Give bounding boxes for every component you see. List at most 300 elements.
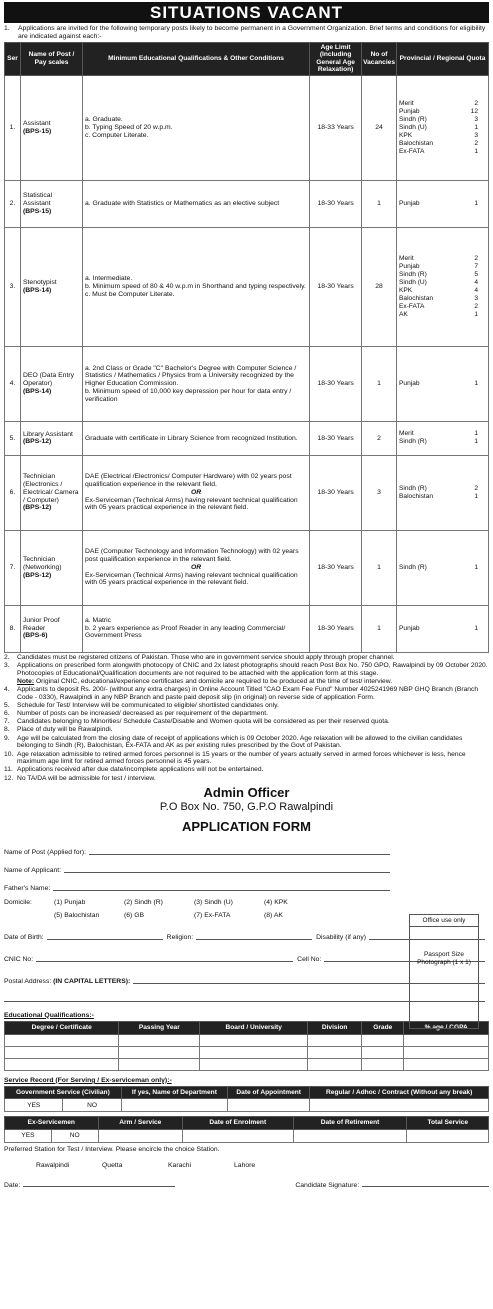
column-header: Date of Appointment <box>228 1086 310 1099</box>
quota-region: Sindh (R) <box>399 563 427 571</box>
quota-row <box>399 564 486 572</box>
quals-cell <box>83 530 310 605</box>
post-name: Junior Proof Reader <box>23 616 60 632</box>
note-body: Original CNIC, educational/experience certificates and domicile are required to be produced at the time of test/ interview. <box>34 677 393 685</box>
column-header: Provincial / Regional Quota <box>397 42 489 75</box>
note-number: 4. <box>4 685 10 693</box>
ser-cell: 8. <box>5 605 21 652</box>
note-text <box>17 654 395 662</box>
dob-line[interactable] <box>47 932 163 940</box>
age-cell: 18-30 Years <box>310 180 362 227</box>
quota-row <box>399 140 486 148</box>
quals-cell <box>83 422 310 456</box>
quota-row <box>399 279 486 287</box>
quota-count: 2 <box>474 303 478 311</box>
postal-caps-label: (IN CAPITAL LETTERS): <box>53 977 131 985</box>
quota-region: Balochistan <box>399 492 434 500</box>
post-name: Technician (Networking) <box>23 555 62 571</box>
vacancy-row <box>5 180 489 227</box>
edu-row[interactable] <box>5 1034 489 1046</box>
note-item <box>4 702 489 710</box>
vacancies-cell: 3 <box>362 455 397 530</box>
note-body: Age will be calculated from the closing date of receipt of applications which is 09 October 2020. Age relaxation will be allowed to the civilian candidates belonging to Sindh (R), Balochistan, Ex-FATA and AK as per existing rules prescribed by the Govt of Pakistan. <box>17 734 463 750</box>
quals-cell <box>83 347 310 422</box>
post-name: DEO (Data Entry Operator) <box>23 372 74 388</box>
column-header: Date of Retirement <box>293 1117 407 1130</box>
post-cell <box>21 455 83 530</box>
father-field[interactable] <box>4 875 394 893</box>
post-cell <box>21 422 83 456</box>
note-text <box>17 726 113 734</box>
post-name: Assistant <box>23 120 51 128</box>
note-text <box>17 702 279 710</box>
quota-region: AK <box>399 311 408 319</box>
quota-cell <box>397 75 489 180</box>
quota-count: 2 <box>474 255 478 263</box>
quota-row <box>399 295 486 303</box>
note-body: Applications on prescribed form alongwith photocopy of CNIC and 2x latest photographs should reach Post Box No. 750 GPO, Rawalpindi by 09 October 2020. Photocopies of Educational/Qualification documents are not required to be attached with the application form at this stage. <box>17 661 488 677</box>
or-label: OR <box>190 563 202 571</box>
ex-service-row[interactable] <box>5 1129 489 1142</box>
column-header: Ex-Servicemen <box>5 1117 99 1130</box>
quota-cell <box>397 422 489 456</box>
note-body: Applications received after due date/incomplete applications will not be entertained. <box>17 766 264 774</box>
post-cell <box>21 180 83 227</box>
vacancies-cell: 1 <box>362 180 397 227</box>
column-header: If yes, Name of Department <box>121 1086 227 1099</box>
qual-line: b. Minimum speed of 80 & 40 w.p.m in Shorthand and typing respectively. <box>85 283 306 291</box>
qual-line: Ex-Serviceman (Technical Arms) having relevant technical qualification with 05 years practical experience in the relevant field. <box>85 496 298 512</box>
station-options <box>4 1162 489 1170</box>
quota-region: Punjab <box>399 263 420 271</box>
quota-row <box>399 625 486 633</box>
quota-table <box>399 485 486 501</box>
ser-cell: 7. <box>5 530 21 605</box>
applicant-field[interactable] <box>4 857 394 875</box>
cnic-line[interactable] <box>36 954 293 962</box>
domicile-label: Domicile: <box>4 898 32 906</box>
quota-row <box>399 430 486 438</box>
edu-row[interactable] <box>5 1046 489 1058</box>
preferred-text: Preferred Station for Test / Interview. Please encircle the choice Station. <box>4 1145 220 1153</box>
note-body: Schedule for Test/ Interview will be communicated to eligible/ shortlisted candidates only. <box>17 701 279 709</box>
vacancies-cell: 1 <box>362 347 397 422</box>
qual-line: c. Computer Literate. <box>85 131 149 139</box>
service-table-header <box>5 1086 489 1099</box>
notes-list <box>4 654 489 783</box>
qual-line: a. Graduate with Statistics or Mathematics as an elective subject <box>85 200 280 208</box>
age-cell: 18-30 Years <box>310 227 362 346</box>
vacancies-cell: 1 <box>362 605 397 652</box>
quals-cell <box>83 455 310 530</box>
note-text <box>17 678 392 686</box>
note-item <box>4 654 489 662</box>
post-scale: (BPS-14) <box>23 388 52 396</box>
qual-line: Ex-Serviceman (Technical Arms) having relevant technical qualification with 05 years practical experience in the relevant field. <box>85 571 298 587</box>
quota-row <box>399 485 486 493</box>
post-field[interactable] <box>4 839 394 857</box>
note-item <box>4 686 489 701</box>
note-text <box>17 766 263 774</box>
office-use-box <box>409 914 479 1029</box>
quota-row <box>399 287 486 295</box>
qual-line: b. Typing Speed of 20 w.p.m. <box>85 124 173 132</box>
quota-cell <box>397 180 489 227</box>
column-header: Date of Enrolment <box>182 1117 293 1130</box>
quota-count: 2 <box>474 484 478 492</box>
vacancy-row <box>5 227 489 346</box>
note-number <box>4 678 17 686</box>
post-line[interactable] <box>89 847 390 855</box>
intro-number: 1. <box>4 25 10 32</box>
quota-row <box>399 148 486 156</box>
post-scale: (BPS-6) <box>23 632 48 640</box>
station-karachi[interactable]: Karachi <box>168 1161 192 1169</box>
column-header: Name of Post / Pay scales <box>21 42 83 75</box>
post-scale: (BPS-15) <box>23 127 52 135</box>
column-header: Passing Year <box>119 1022 200 1035</box>
quota-cell <box>397 530 489 605</box>
vacancy-table-header <box>5 42 489 75</box>
domicile-row1 <box>4 899 394 907</box>
photo-label: Passport Size Photograph (1 x 1) <box>417 951 471 966</box>
quota-row <box>399 380 486 388</box>
ser-cell: 3. <box>5 227 21 346</box>
quota-table <box>399 564 486 572</box>
domicile-option[interactable]: (6) GB <box>124 911 145 919</box>
column-header: Age Limit (Including General Age Relaxation) <box>310 42 362 75</box>
quota-count: 1 <box>474 438 478 446</box>
note-number: 11. <box>4 766 13 774</box>
admin-address: P.O Box No. 750, G.P.O Rawalpindi <box>159 801 334 814</box>
quota-count: 1 <box>474 199 478 207</box>
intro-text: Applications are invited for the following temporary posts likely to become permanent in a Government Organization. Brief terms and conditions for eligibility are indicated against each:- <box>18 25 486 40</box>
note-item <box>4 678 489 686</box>
note-item <box>4 751 489 766</box>
admin-title: Admin Officer <box>203 785 290 801</box>
note-number: 7. <box>4 718 10 726</box>
post-scale: (BPS-12) <box>23 571 52 579</box>
cell-label: Cell No: <box>297 955 322 963</box>
quota-table <box>399 100 486 156</box>
intro <box>4 25 489 41</box>
note-item <box>4 710 489 718</box>
date-label: Date: <box>4 1181 21 1189</box>
note-number: 3. <box>4 661 10 669</box>
date-line[interactable] <box>23 1182 175 1188</box>
note-number: 10. <box>4 750 14 758</box>
domicile-option[interactable]: (8) AK <box>264 911 283 919</box>
service-heading: Service Record (For Serving / Ex-serviceman only):- <box>4 1076 172 1084</box>
qual-line: c. Must be Computer Literate. <box>85 290 175 298</box>
quota-row <box>399 116 486 124</box>
station-quetta[interactable]: Quetta <box>102 1161 123 1169</box>
age-cell: 18-30 Years <box>310 605 362 652</box>
post-cell <box>21 347 83 422</box>
post-scale: (BPS-15) <box>23 207 52 215</box>
religion-label: Religion: <box>166 933 194 941</box>
banner-title: SITUATIONS VACANT <box>4 2 489 23</box>
disability-label: Disability (if any) <box>316 933 366 941</box>
ser-cell: 6. <box>5 455 21 530</box>
vacancy-row <box>5 605 489 652</box>
post-cell <box>21 605 83 652</box>
form-title: APPLICATION FORM <box>181 818 312 834</box>
vacancy-row <box>5 455 489 530</box>
personal-fields <box>4 839 394 920</box>
quota-count: 12 <box>470 107 478 115</box>
quota-count: 2 <box>474 139 478 147</box>
yes-cell[interactable]: YES <box>5 1130 51 1142</box>
quota-region: Balochistan <box>399 295 434 303</box>
column-header: Regular / Adhoc / Contract (Without any break) <box>310 1086 489 1099</box>
age-cell: 18-30 Years <box>310 347 362 422</box>
quota-count: 7 <box>474 263 478 271</box>
column-header: % age / CGPA <box>404 1022 489 1035</box>
column-header: Minimum Educational Qualifications & Other Conditions <box>83 42 310 75</box>
qual-line: Graduate with certificate in Library Science from recognized Institution. <box>85 434 298 442</box>
quota-count: 1 <box>474 430 478 438</box>
quals-cell <box>83 605 310 652</box>
or-label: OR <box>190 488 202 496</box>
applicant-label: Name of Applicant: <box>4 867 62 875</box>
age-cell: 18-30 Years <box>310 455 362 530</box>
sign-row <box>4 1182 489 1190</box>
quota-region: Sindh (R) <box>399 271 427 279</box>
vacancy-row <box>5 530 489 605</box>
ser-cell: 2. <box>5 180 21 227</box>
quota-region: Punjab <box>399 199 420 207</box>
quota-region: Punjab <box>399 107 420 115</box>
edu-heading: Educational Qualifications:- <box>4 1011 94 1019</box>
quota-count: 3 <box>474 131 478 139</box>
post-label: Name of Post (Applied for): <box>4 849 86 857</box>
domicile-option[interactable]: (1) Punjab <box>54 898 86 906</box>
note-number: 2. <box>4 653 10 661</box>
age-cell: 18-30 Years <box>310 422 362 456</box>
vacancies-cell: 24 <box>362 75 397 180</box>
note-number: 12. <box>4 774 14 782</box>
quota-region: Sindh (R) <box>399 438 427 446</box>
column-header: Board / University <box>200 1022 308 1035</box>
office-use-label: Office use only <box>410 915 478 927</box>
quota-row <box>399 303 486 311</box>
quota-count: 1 <box>474 123 478 131</box>
domicile-option[interactable]: (2) Sindh (R) <box>124 898 163 906</box>
ex-service-table-header <box>5 1117 489 1130</box>
quota-row <box>399 438 486 446</box>
column-header: Grade <box>362 1022 404 1035</box>
vacancies-cell: 2 <box>362 422 397 456</box>
note-body: Place of duty will be Rawalpindi. <box>17 726 113 734</box>
quals-cell <box>83 227 310 346</box>
post-cell <box>21 530 83 605</box>
quota-cell <box>397 605 489 652</box>
note-body: Candidates must be registered citizens of Pakistan. Those who are in government service should apply through proper channel. <box>17 653 395 661</box>
note-item <box>4 775 489 783</box>
admin-block <box>4 786 489 814</box>
quota-row <box>399 108 486 116</box>
qual-line: DAE (Computer Technology and Information Technology) with 02 years post qualification experience in the relevant field. <box>85 548 299 563</box>
quota-row <box>399 200 486 208</box>
age-cell: 18-30 Years <box>310 530 362 605</box>
post-name: Library Assistant <box>23 430 73 438</box>
note-text <box>17 686 489 701</box>
quals-cell <box>83 180 310 227</box>
column-header: Government Service (Civilian) <box>5 1086 122 1099</box>
quota-count: 1 <box>474 563 478 571</box>
note-item <box>4 718 489 726</box>
quota-region: Balochistan <box>399 139 434 147</box>
quota-table <box>399 625 486 633</box>
qual-line: a. Matric <box>85 616 112 624</box>
note-text <box>17 710 268 718</box>
qual-line: DAE (Electrical /Electronics/ Computer Hardware) with 02 years post qualification experience in the relevant field. <box>85 473 292 489</box>
quota-row <box>399 271 486 279</box>
quota-row <box>399 493 486 501</box>
quota-region: Merit <box>399 99 414 107</box>
quota-table <box>399 430 486 446</box>
signature-label: Candidate Signature: <box>295 1181 360 1189</box>
station-lahore[interactable]: Lahore <box>234 1161 256 1169</box>
domicile-option[interactable]: (3) Sindh (U) <box>194 898 233 906</box>
vacancy-row <box>5 75 489 180</box>
note-number: 5. <box>4 701 10 709</box>
post-cell <box>21 75 83 180</box>
quota-count: 1 <box>474 624 478 632</box>
quota-region: Sindh (U) <box>399 279 427 287</box>
quota-cell <box>397 455 489 530</box>
domicile-option[interactable]: (5) Balochistan <box>54 911 100 919</box>
vacancies-cell: 1 <box>362 530 397 605</box>
note-number: 6. <box>4 710 10 718</box>
yes-cell[interactable]: YES <box>5 1099 63 1111</box>
quota-region: Sindh (U) <box>399 123 427 131</box>
vacancy-table <box>4 42 489 653</box>
ex-service-table <box>4 1116 489 1143</box>
qual-line: a. Graduate. <box>85 116 123 124</box>
qual-line: b. 2 years experience as Proof Reader in any leading Commercial/ Government Press <box>85 624 286 640</box>
ser-cell: 1. <box>5 75 21 180</box>
cnic-label: CNIC No: <box>4 955 34 963</box>
quota-count: 3 <box>474 295 478 303</box>
quota-region: Punjab <box>399 624 420 632</box>
quota-cell <box>397 227 489 346</box>
vacancy-row <box>5 422 489 456</box>
quota-region: KPK <box>399 131 413 139</box>
note-item <box>4 726 489 734</box>
quota-row <box>399 311 486 319</box>
quota-region: Merit <box>399 255 414 263</box>
post-name: Technician (Electronics / Electrical/ Camera / Computer) <box>23 473 79 504</box>
quota-count: 1 <box>474 492 478 500</box>
note-body: Applicants to deposit Rs. 200/- (without any extra charges) in Online Account Titled "CAO Exam Fee Fund" Number 4025241969 NBP GHQ Branch (Branch Code - 0330), Rawalpindi in any NBP Branch and paste paid deposit slip (in original) on reverse side of application Form. <box>17 685 479 701</box>
no-cell[interactable]: NO <box>69 1132 80 1140</box>
quota-count: 4 <box>474 279 478 287</box>
quota-count: 1 <box>474 311 478 319</box>
quota-row <box>399 132 486 140</box>
quota-row <box>399 263 486 271</box>
quota-count: 5 <box>474 271 478 279</box>
note-item <box>4 662 489 677</box>
note-item <box>4 766 489 774</box>
column-header: No of Vacancies <box>362 42 397 75</box>
note-body: Number of posts can be increased/ decreased as per requirement of the department. <box>17 710 268 718</box>
quota-count: 1 <box>474 147 478 155</box>
quota-count: 1 <box>474 380 478 388</box>
post-scale: (BPS-12) <box>23 438 52 446</box>
domicile-row2 <box>4 912 394 920</box>
quota-table <box>399 255 486 319</box>
religion-line[interactable] <box>196 932 312 940</box>
applicant-line[interactable] <box>64 865 390 873</box>
quota-region: Sindh (R) <box>399 115 427 123</box>
quota-cell <box>397 347 489 422</box>
qual-line: a. 2nd Class or Grade "C" Bachelor's Degree with Computer Science / Statistics / Mathematics / Physics from a University recognized by the Higher Education Commission. <box>85 364 297 388</box>
quota-row <box>399 100 486 108</box>
quota-region: KPK <box>399 287 413 295</box>
quota-count: 2 <box>474 99 478 107</box>
note-body: No TA/DA will be admissible for test / interview. <box>17 774 156 782</box>
domicile-option[interactable]: (4) KPK <box>264 898 288 906</box>
domicile-option[interactable]: (7) Ex-FATA <box>194 911 231 919</box>
quota-table <box>399 200 486 208</box>
note-text <box>17 662 489 677</box>
no-cell[interactable]: NO <box>87 1101 97 1109</box>
post-name: Statistical Assistant <box>23 192 53 208</box>
age-cell: 18-33 Years <box>310 75 362 180</box>
quota-row <box>399 124 486 132</box>
quota-count: 4 <box>474 287 478 295</box>
column-header: Degree / Certificate <box>5 1022 119 1035</box>
quota-region: Punjab <box>399 380 420 388</box>
note-text <box>17 751 489 766</box>
dob-label: Date of Birth: <box>4 933 44 941</box>
vacancy-row <box>5 347 489 422</box>
column-header: Division <box>308 1022 362 1035</box>
edu-row[interactable] <box>5 1058 489 1070</box>
note-number: 8. <box>4 726 10 734</box>
post-scale: (BPS-14) <box>23 287 52 295</box>
service-table <box>4 1086 489 1113</box>
quota-count: 3 <box>474 115 478 123</box>
father-line[interactable] <box>53 883 390 891</box>
quals-cell <box>83 75 310 180</box>
note-body: Candidates belonging to Minorities/ Schedule Caste/Disable and Women quota will be considered as per their reserved quota. <box>17 718 390 726</box>
station-rawalpindi[interactable]: Rawalpindi <box>36 1161 70 1169</box>
post-scale: (BPS-12) <box>23 504 52 512</box>
service-row[interactable] <box>5 1099 489 1112</box>
vacancies-cell: 28 <box>362 227 397 346</box>
note-number: 9. <box>4 734 10 742</box>
note-body: Age relaxation admissible to retired armed forces personnel is 15 years or the number of years actually served in armed forces whichever is less, hence maximum age limit for retired armed forces personnel is 45 years. <box>17 750 466 766</box>
quota-row <box>399 255 486 263</box>
signature-line[interactable] <box>362 1182 489 1188</box>
quota-region: Ex-FATA <box>399 147 425 155</box>
note-text <box>17 775 156 783</box>
qual-line: a. Intermediate. <box>85 275 133 283</box>
quota-region: Sindh (R) <box>399 484 427 492</box>
column-header: Arm / Service <box>98 1117 182 1130</box>
qual-line: b. Minimum speed of 10,000 key depression per hour for data entry / verification <box>85 388 292 403</box>
quota-region: Ex-FATA <box>399 303 425 311</box>
postal-label: Postal Address: <box>4 977 52 985</box>
note-text <box>17 735 489 750</box>
note-item <box>4 735 489 750</box>
column-header: Total Service <box>407 1117 489 1130</box>
ser-cell: 5. <box>5 422 21 456</box>
note-text <box>17 718 390 726</box>
